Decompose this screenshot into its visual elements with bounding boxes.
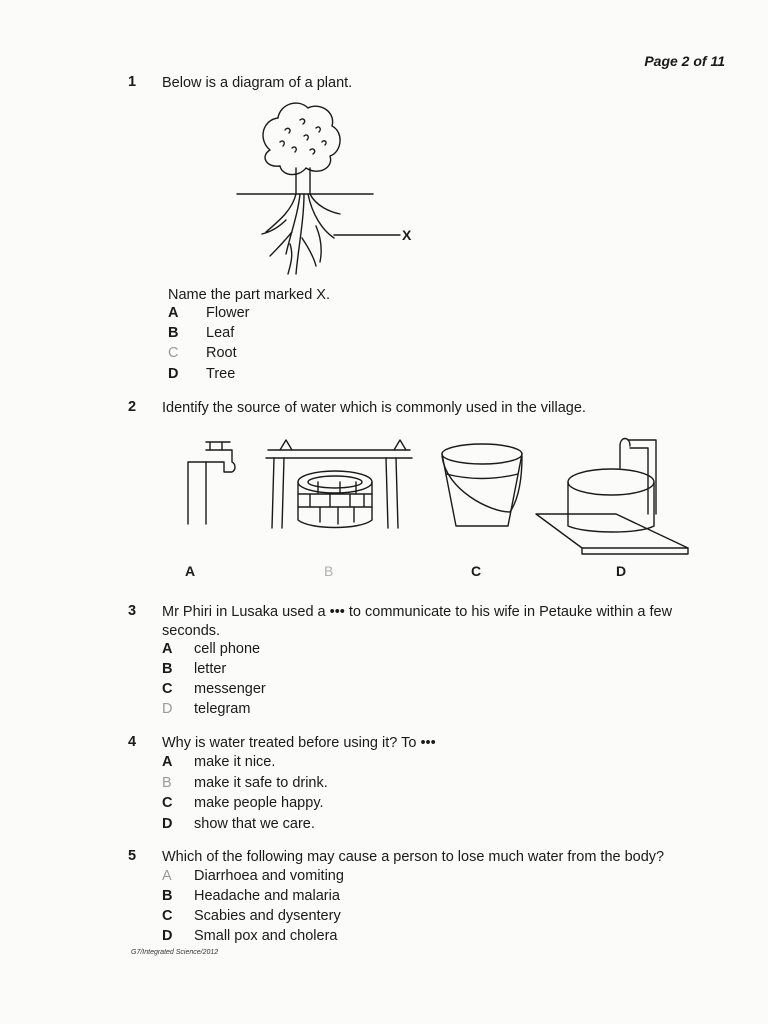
option-text: show that we care.	[194, 816, 315, 832]
q3-option-c[interactable]	[162, 679, 402, 699]
image-label-a: A	[185, 563, 196, 579]
q3-option-a[interactable]	[162, 639, 402, 659]
option-letter: C	[162, 681, 173, 697]
q4-option-c[interactable]	[162, 793, 402, 813]
q3-option-b[interactable]	[162, 659, 402, 679]
question-prompt: Name the part marked X.	[168, 287, 330, 303]
q4-option-a[interactable]	[162, 752, 402, 772]
option-letter: A	[168, 305, 179, 321]
option-text: Headache and malaria	[194, 888, 340, 904]
q3-option-d[interactable]	[162, 699, 402, 719]
option-letter: B	[162, 775, 172, 791]
footer-code: G7/Integrated Science/2012	[131, 949, 219, 956]
option-letter: A	[162, 641, 173, 657]
option-letter: B	[162, 661, 173, 677]
option-text: telegram	[194, 701, 251, 717]
option-letter: C	[162, 908, 173, 924]
option-letter: D	[168, 366, 179, 382]
option-letter: D	[162, 816, 173, 832]
option-letter: C	[162, 795, 173, 811]
option-text: Scabies and dysentery	[194, 908, 341, 924]
question-number: 4	[128, 734, 137, 750]
option-text: make it nice.	[194, 754, 276, 770]
q4-option-d[interactable]	[162, 814, 402, 834]
option-text: messenger	[194, 681, 266, 697]
page-number: Page 2 of 11	[644, 53, 725, 69]
option-text: Flower	[206, 305, 250, 321]
q5-option-d[interactable]	[162, 926, 422, 946]
option-text: make people happy.	[194, 795, 324, 811]
option-text: Tree	[206, 366, 236, 382]
option-text: Diarrhoea and vomiting	[194, 868, 344, 884]
question-text: Identify the source of water which is commonly used in the village.	[162, 400, 586, 416]
option-letter: B	[168, 325, 179, 341]
question-text: Mr Phiri in Lusaka used a ••• to communicate to his wife in Petauke within a few seconds.	[162, 604, 673, 639]
option-text: Root	[206, 345, 237, 361]
option-letter: B	[162, 888, 173, 904]
question-number: 5	[128, 848, 137, 864]
option-text: make it safe to drink.	[194, 775, 328, 791]
option-letter: D	[162, 928, 173, 944]
question-text: Which of the following may cause a person to lose much water from the body?	[162, 849, 665, 865]
part-x-label: X	[402, 227, 412, 243]
option-text: letter	[194, 661, 227, 677]
option-letter: C	[168, 345, 179, 361]
question-number: 1	[128, 74, 137, 90]
q5-option-c[interactable]	[162, 906, 422, 926]
question-number: 2	[128, 399, 137, 415]
q5-option-a[interactable]	[162, 866, 422, 886]
option-text: Leaf	[206, 325, 235, 341]
q5-option-b[interactable]	[162, 886, 422, 906]
question-text: Below is a diagram of a plant.	[162, 75, 353, 91]
option-text: Small pox and cholera	[194, 928, 338, 944]
option-letter: D	[162, 701, 173, 717]
image-label-b: B	[324, 563, 334, 579]
option-text: cell phone	[194, 641, 261, 657]
image-label-c: C	[471, 563, 482, 579]
q4-option-b[interactable]	[162, 773, 402, 793]
option-letter: A	[162, 754, 173, 770]
question-text: Why is water treated before using it? To •••	[162, 735, 436, 751]
option-letter: A	[162, 868, 172, 884]
image-label-d: D	[616, 563, 627, 579]
question-number: 3	[128, 603, 137, 619]
